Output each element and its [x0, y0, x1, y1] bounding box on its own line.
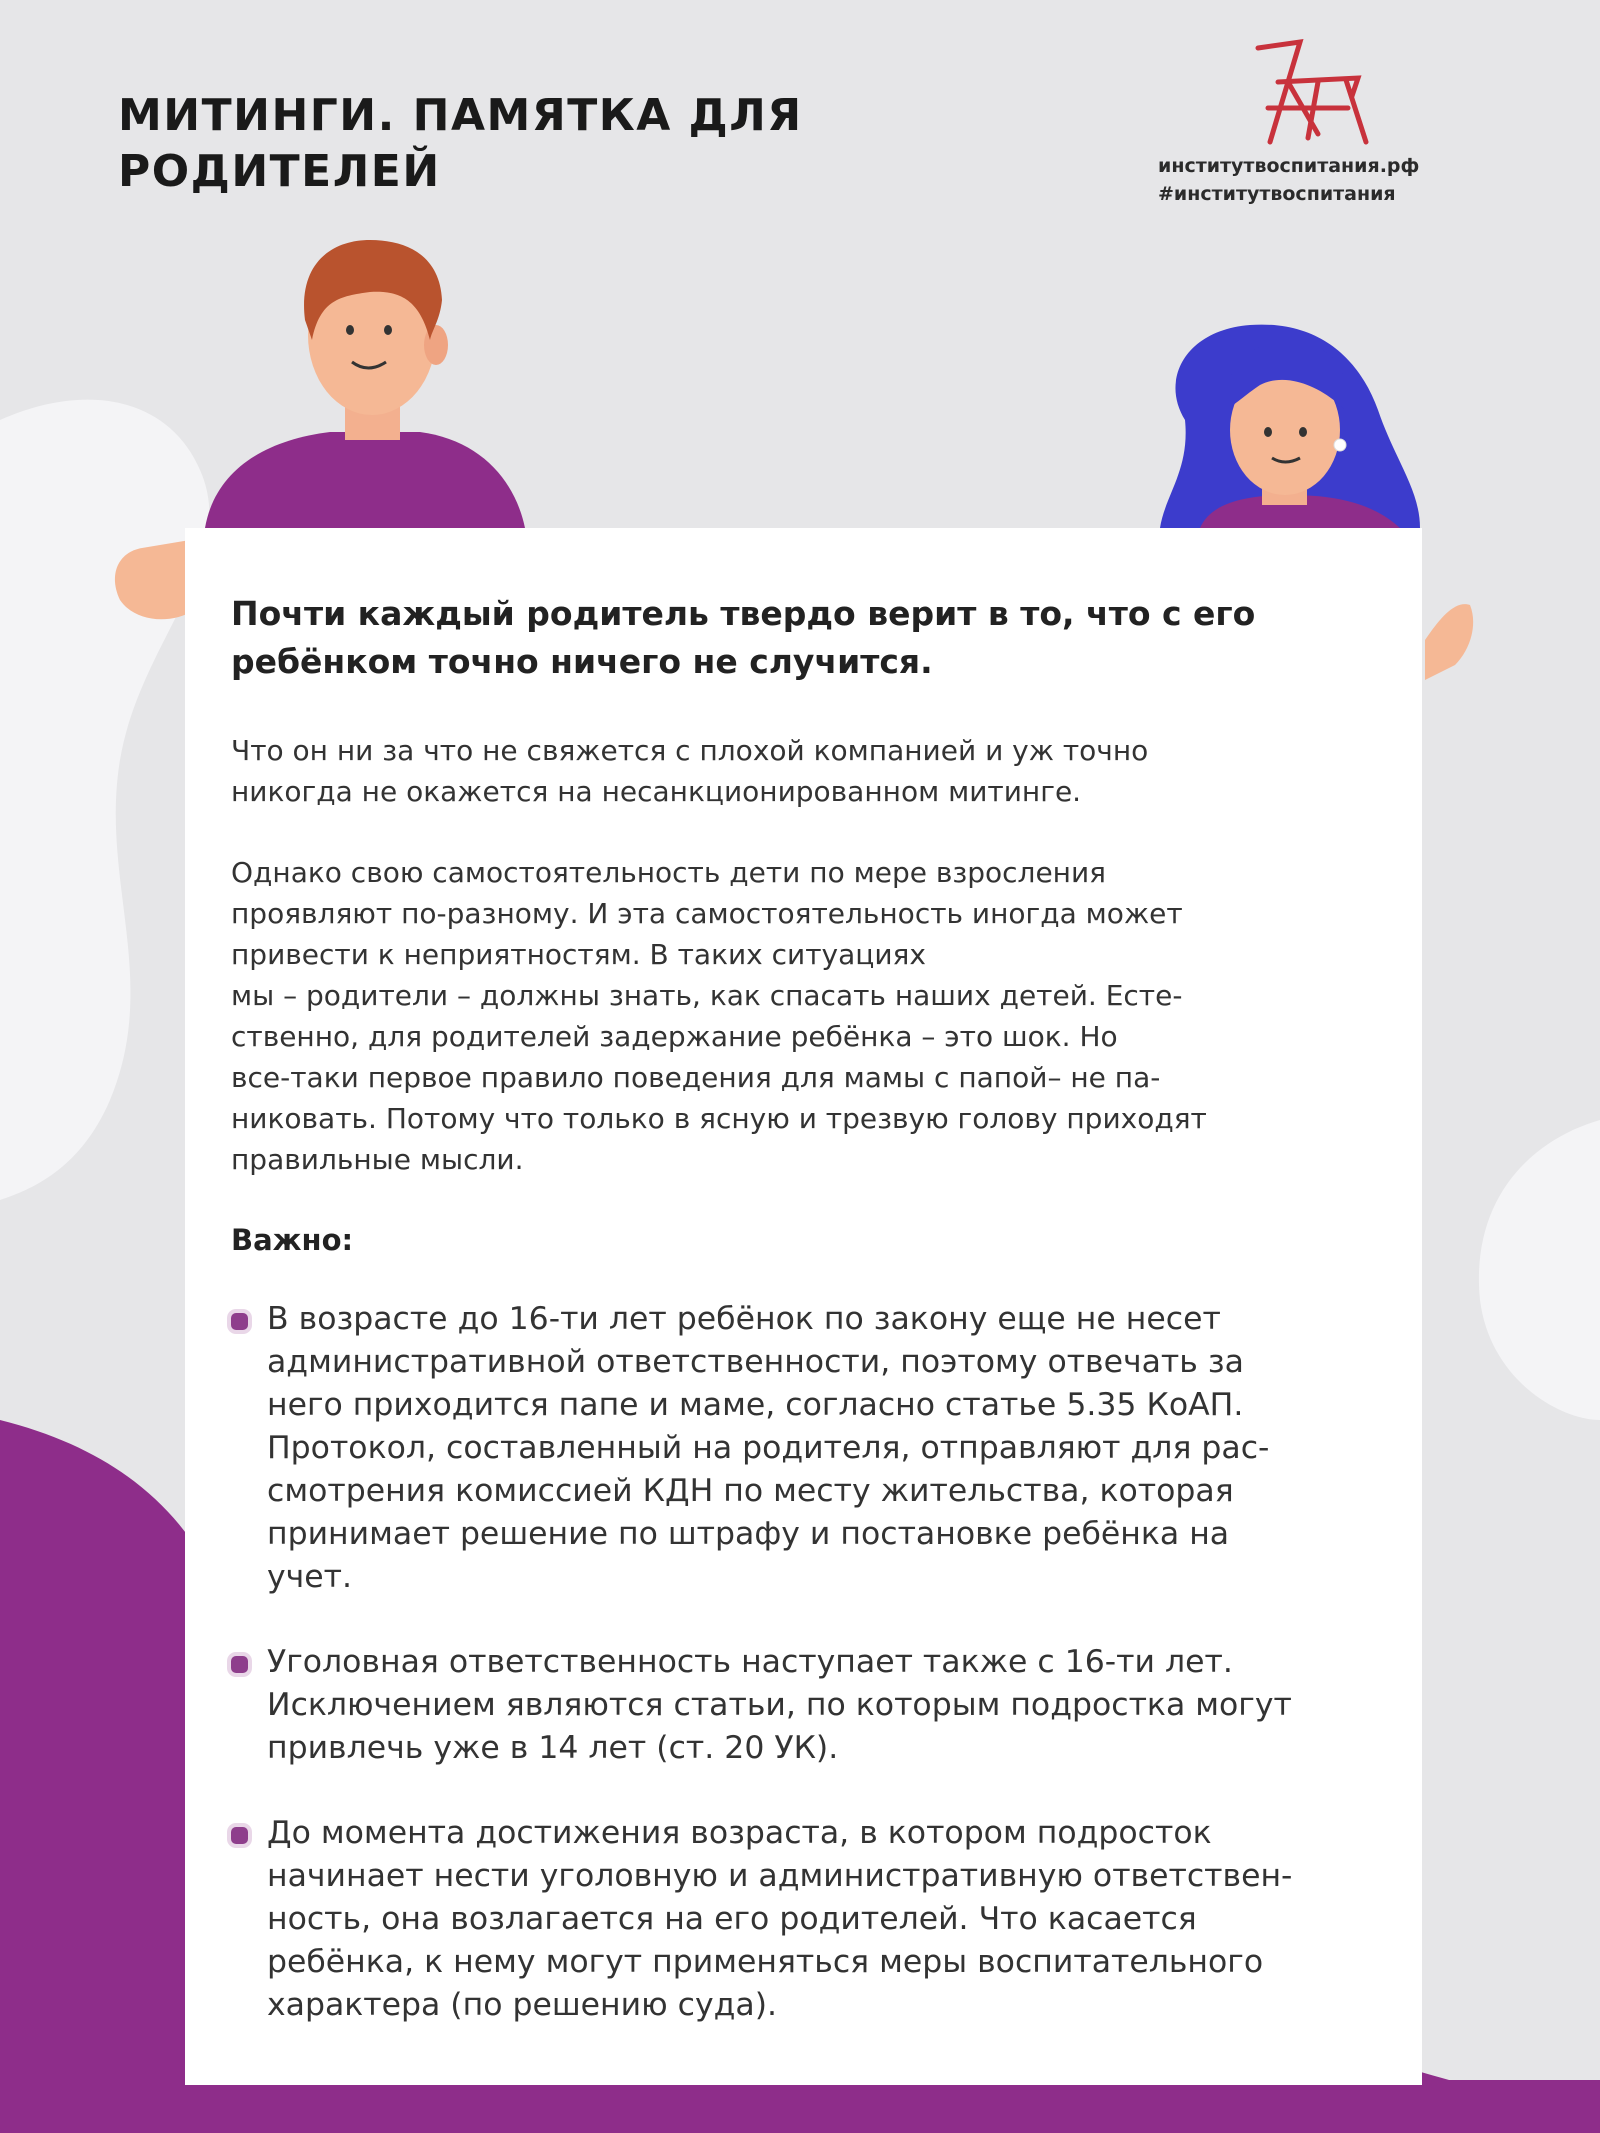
left-blob [0, 400, 209, 1200]
bullet-icon [231, 1313, 248, 1330]
bullet-line: смотрения комиссией КДН по месту жительства, которая [267, 1473, 1234, 1509]
bullet-icon [231, 1656, 248, 1673]
paragraph-line: все-таки первое правило поведения для мамы с папой– не па- [231, 1061, 1161, 1094]
page-title [118, 88, 918, 200]
paragraph-line: проявляют по-разному. И эта самостоятельность иногда может [231, 897, 1183, 930]
lead-line: Почти каждый родитель твердо верит в то, что с его [231, 594, 1256, 633]
important-label: Важно: [231, 1223, 354, 1257]
bullet-line: него приходится папе и маме, согласно статье 5.35 КоАП. [267, 1387, 1244, 1423]
title-line: РОДИТЕЛЕЙ [118, 146, 441, 197]
list-item [231, 1298, 1372, 1599]
paragraph-line: мы – родители – должны знать, как спасать наших детей. Есте- [231, 979, 1183, 1012]
bullet-line: административной ответственности, поэтому отвечать за [267, 1344, 1244, 1380]
bullet-icon [231, 1827, 248, 1844]
lead-text [231, 590, 1372, 686]
paragraph-line: Что он ни за что не свяжется с плохой компанией и уж точно [231, 734, 1149, 767]
paragraph-1 [231, 730, 1372, 812]
bullet-line: ребёнка, к нему могут применяться меры воспитательного [267, 1944, 1264, 1980]
title-line: МИТИНГИ. ПАМЯТКА ДЛЯ [118, 90, 803, 141]
list-item [231, 1812, 1372, 2027]
bullet-line: начинает нести уголовную и административную ответствен- [267, 1858, 1293, 1894]
bullet-line: характера (по решению суда). [267, 1987, 777, 2023]
paragraph-line: никовать. Потому что только в ясную и трезвую голову приходят [231, 1102, 1207, 1135]
bullet-line: Протокол, составленный на родителя, отправляют для рас- [267, 1430, 1270, 1466]
bullet-list [231, 1298, 1372, 2027]
bullet-line: принимает решение по штрафу и постановке ребёнка на [267, 1516, 1230, 1552]
brand-site: институтвоспитания.рф [1158, 155, 1420, 177]
bullet-line: Исключением являются статьи, по которым подростка могут [267, 1687, 1292, 1723]
chair-icon [1248, 38, 1378, 150]
paragraph-line: правильные мысли. [231, 1143, 524, 1176]
content-card [185, 528, 1422, 2085]
list-item [231, 1641, 1372, 1770]
brand-hashtag: #институтвоспитания [1158, 183, 1396, 205]
lead-line: ребёнком точно ничего не случится. [231, 642, 933, 681]
bullet-line: учет. [267, 1559, 352, 1595]
bullet-line: До момента достижения возраста, в котором подросток [267, 1815, 1212, 1851]
bullet-line: Уголовная ответственность наступает также с 16-ти лет. [267, 1644, 1233, 1680]
bullet-line: В возрасте до 16-ти лет ребёнок по закону еще не несет [267, 1301, 1221, 1337]
paragraph-line: Однако свою самостоятельность дети по мере взросления [231, 856, 1107, 889]
paragraph-line: привести к неприятностям. В таких ситуациях [231, 938, 926, 971]
paragraph-2 [231, 852, 1372, 1180]
paragraph-line: никогда не окажется на несанкционированном митинге. [231, 775, 1082, 808]
bullet-line: ность, она возлагается на его родителей. Что касается [267, 1901, 1197, 1937]
paragraph-line: ственно, для родителей задержание ребёнка – это шок. Но [231, 1020, 1118, 1053]
right-blob [1479, 1120, 1600, 1420]
bullet-line: привлечь уже в 14 лет (ст. 20 УК). [267, 1730, 839, 1766]
